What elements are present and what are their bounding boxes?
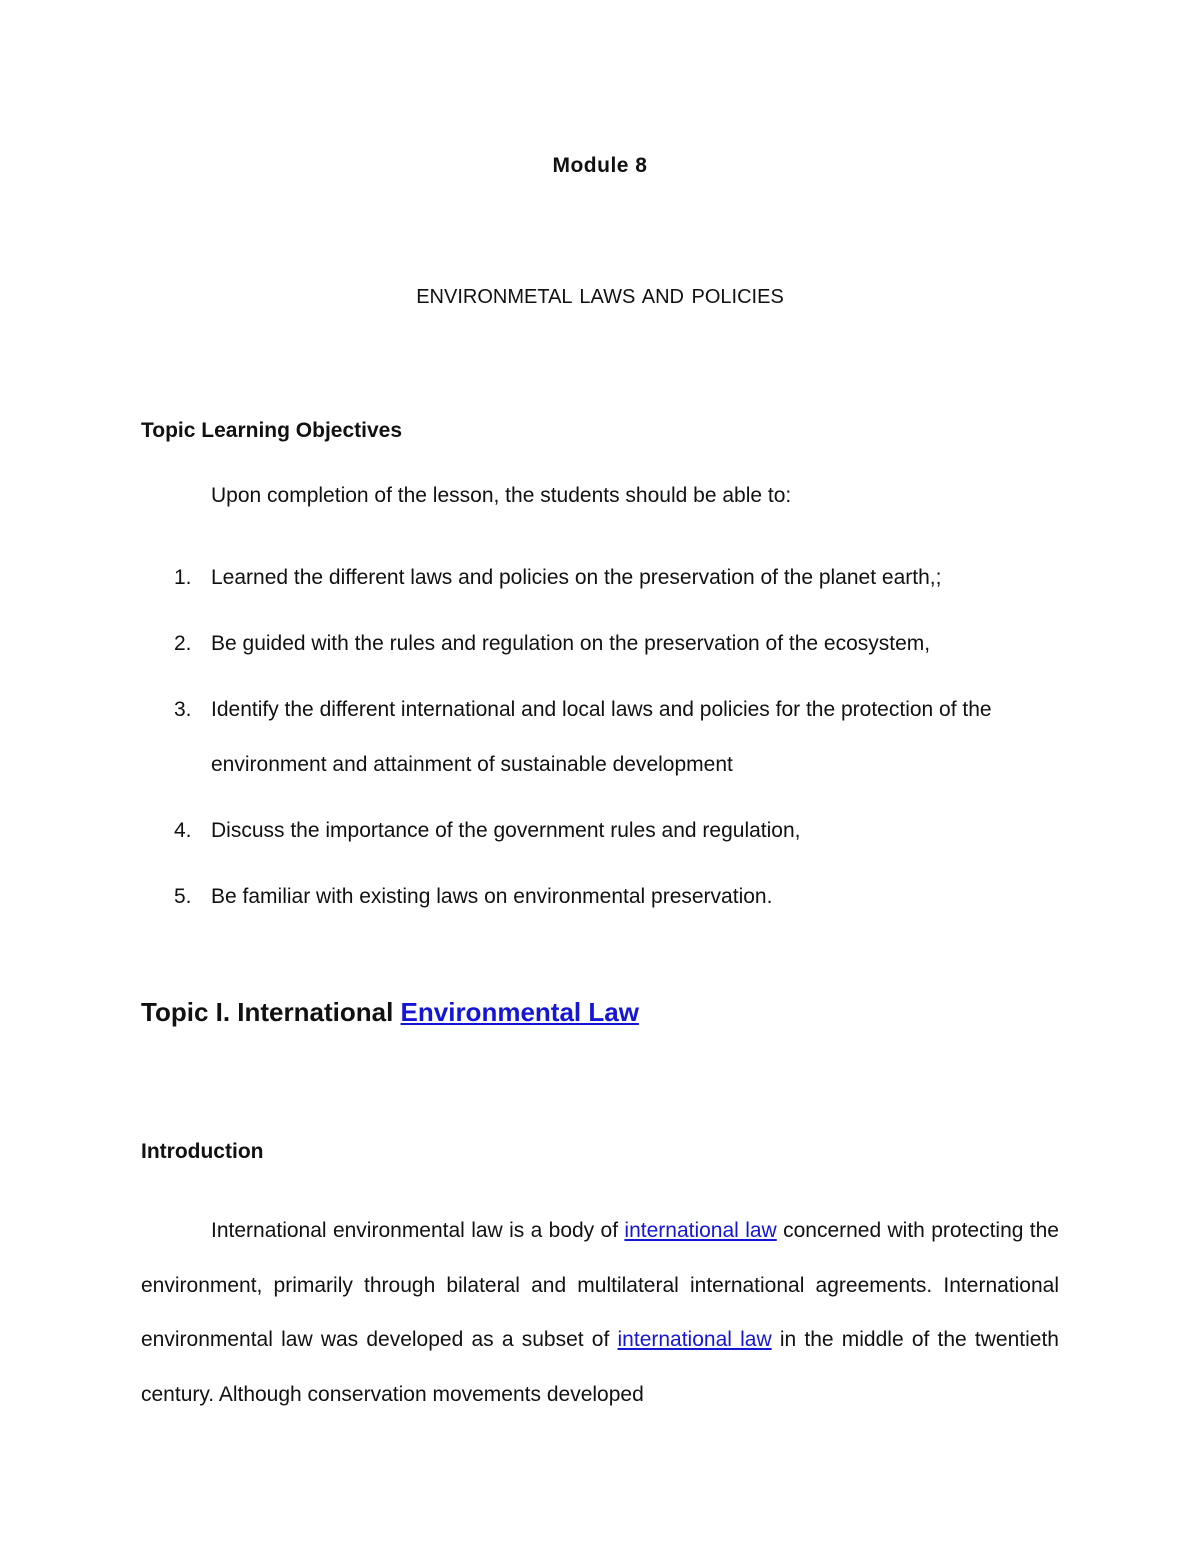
objectives-list [141,550,1081,935]
module-title: ENVIRONMETAL LAWS AND POLICIES [416,286,784,308]
introduction-heading: Introduction [141,1140,264,1163]
paragraph-text: concerned with protecting the environment, primarily through bilateral and multilateral international agreements. International environmental law was developed as a subset of [141,1219,1059,1351]
objectives-intro: Upon completion of the lesson, the students should be able to: [211,484,792,507]
objective-text: Learned the different laws and policies on the preservation of the planet earth,; [211,566,942,589]
paragraph-text: in the middle of the twentieth century. Although conservation movements developed [141,1328,1059,1406]
objective-number: 4. [174,819,192,842]
objective-number: 1. [174,566,192,589]
international-law-link[interactable]: international law [624,1219,777,1242]
objective-number: 5. [174,885,192,908]
objective-text: Be familiar with existing laws on environmental preservation. [211,885,773,908]
objective-text: Identify the different international and local laws and policies for the protection of the environment and attainment of sustainable development [211,698,992,776]
topic-heading-prefix: Topic I. International [141,997,401,1027]
objective-item [141,550,1059,605]
objective-item [141,682,1059,792]
objective-item [141,803,1059,858]
objective-item [141,616,1059,671]
introduction-paragraph [141,1204,1059,1422]
paragraph-text: International environmental law is a body of [211,1219,625,1242]
objective-item [141,869,1059,924]
environmental-law-link[interactable]: Environmental Law [400,997,639,1027]
objective-text: Discuss the importance of the government rules and regulation, [211,819,801,842]
topic-heading [141,997,639,1028]
objectives-heading: Topic Learning Objectives [141,419,403,442]
objective-number: 3. [174,698,192,721]
international-law-link[interactable]: international law [617,1328,772,1351]
module-label: Module 8 [552,154,648,177]
objective-number: 2. [174,632,192,655]
objective-text: Be guided with the rules and regulation on the preservation of the ecosystem, [211,632,931,655]
